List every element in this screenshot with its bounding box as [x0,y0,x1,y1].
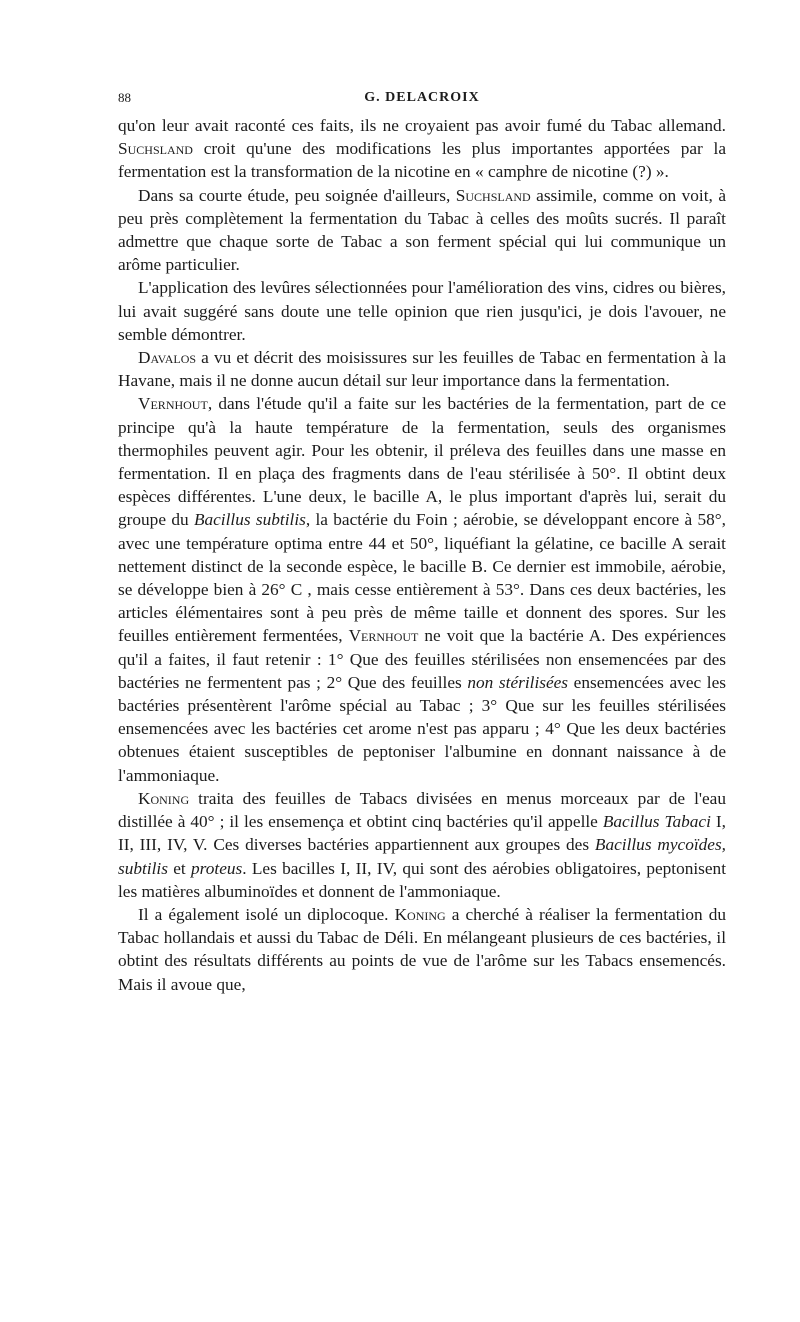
paragraph [118,787,726,903]
text-run: croit qu'une des modifications les plus importantes apportées par la fermentation est la transformation de la nicotine en « camphre de nicotine (?) ». [118,139,726,182]
text-run: L'application des levûres sélectionnées pour l'amélioration des vins, cidres ou bières, lui avait suggéré sans doute une telle opinion que rien jusqu'ici, je dois l'avouer, ne semble démontrer. [118,278,726,344]
author-name: Suchsland [455,185,531,205]
text-run: ne voit que la bactérie A. Des expériences qu'il a faites, il faut retenir : 1° Que des feuilles stérilisées non ensemencées par des bactéries ne fermentent pas ; 2° Que des feuilles [118,626,726,692]
running-header [118,86,726,114]
body-text [118,114,726,996]
text-run: ensemencées avec les bactéries présentèrent l'arôme spécial au Tabac ; 3° Que sur les feuilles stérilisées ensemencées avec les bactéries cet arome n'est pas apparu ; 4° Que les deux bactéries obtenues étaient susceptibles de peptoniser l'albumine en donnant naissance à de l'ammoniaque. [118,672,726,785]
text-run: traita des feuilles de Tabacs divisées en menus morceaux par de l'eau distillée à 40° ; il les ensemença et obtint cinq bactéries qu'il appelle [118,788,726,832]
text-run: qu'on leur avait raconté ces faits, ils ne croyaient pas avoir fumé du Tabac allemand. [118,116,726,135]
paragraph [118,276,726,346]
author-name: Vernhout [138,394,208,414]
author-name: Koning [394,904,446,924]
paragraph [118,184,726,277]
author-name: Davalos [138,348,197,368]
italic-term: Bacillus Tabaci [602,812,711,832]
author-name: Koning [138,788,190,808]
paragraph [118,346,726,392]
text-run: et [167,858,192,878]
running-title: G. DELACROIX [364,90,480,105]
text-run: assimile, comme on voit, à peu près complètement la fermentation du Tabac à celles des moûts sucrés. Il paraît admettre que chaque sorte de Tabac a son ferment spécial qui lui communique un arôme particulier. [118,185,726,275]
text-run: , dans l'étude qu'il a faite sur les bactéries de la fermentation, part de ce principe qu'à la haute température de la fermentation, seuls des organismes thermophiles peuvent agir. Pour les obtenir, il préleva des feuilles dans une masse en fermentation. Il en plaça des fragments dans de l'eau stérilisée à 50°. Il obtint deux espèces différentes. L'une deux, le bacille A, le plus important d'après lui, serait du groupe du [118,394,726,530]
text-run: , la bactérie du Foin ; aérobie, se développant encore à 58°, avec une température optima entre 44 et 50°, liquéfiant la gélatine, ce bacille A serait nettement distinct de la seconde espèce, le bacille B. Ce dernier est immobile, aérobie, se développe bien à 26° C , mais cesse entièrement à 53°. Dans ces deux bactéries, les articles élémentaires sont à peu près de même taille et donnent des spores. Sur les feuilles entièrement fermentées, [118,510,726,646]
paragraph [118,392,726,786]
italic-term: Bacillus subtilis [193,510,306,530]
text-run: I, II, III, IV, V. Ces diverses bactéries appartiennent aux groupes des [118,812,726,855]
page-number: 88 [118,90,131,105]
author-name: Vernhout [348,626,419,646]
text-run: . Les bacilles I, II, IV, qui sont des aérobies obligatoires, peptonisent les matières albuminoïdes et donnent de l'ammoniaque. [118,858,726,901]
italic-term: proteus [191,858,243,878]
italic-term: Bacillus mycoïdes, subtilis [118,835,726,878]
author-name: Suchsland [118,139,193,159]
italic-term: non stérilisées [467,672,569,692]
text-run: Dans sa courte étude, peu soignée d'ailleurs, [138,185,456,205]
text-run: a vu et décrit des moisissures sur les feuilles de Tabac en fermentation à la Havane, mais il ne donne aucun détail sur leur importance dans la fermentation. [118,348,726,391]
paragraph [118,903,726,996]
text-run: a cherché à réaliser la fermentation du Tabac hollandais et aussi du Tabac de Déli. En mélangeant plusieurs de ces bactéries, il obtint des résultats différents au points de vue de l'arôme sur les Tabacs ensemencés. Mais il avoue que, [118,904,726,994]
paragraph [118,114,726,184]
text-run: Il a également isolé un diplocoque. [138,904,395,924]
book-page [118,86,726,996]
